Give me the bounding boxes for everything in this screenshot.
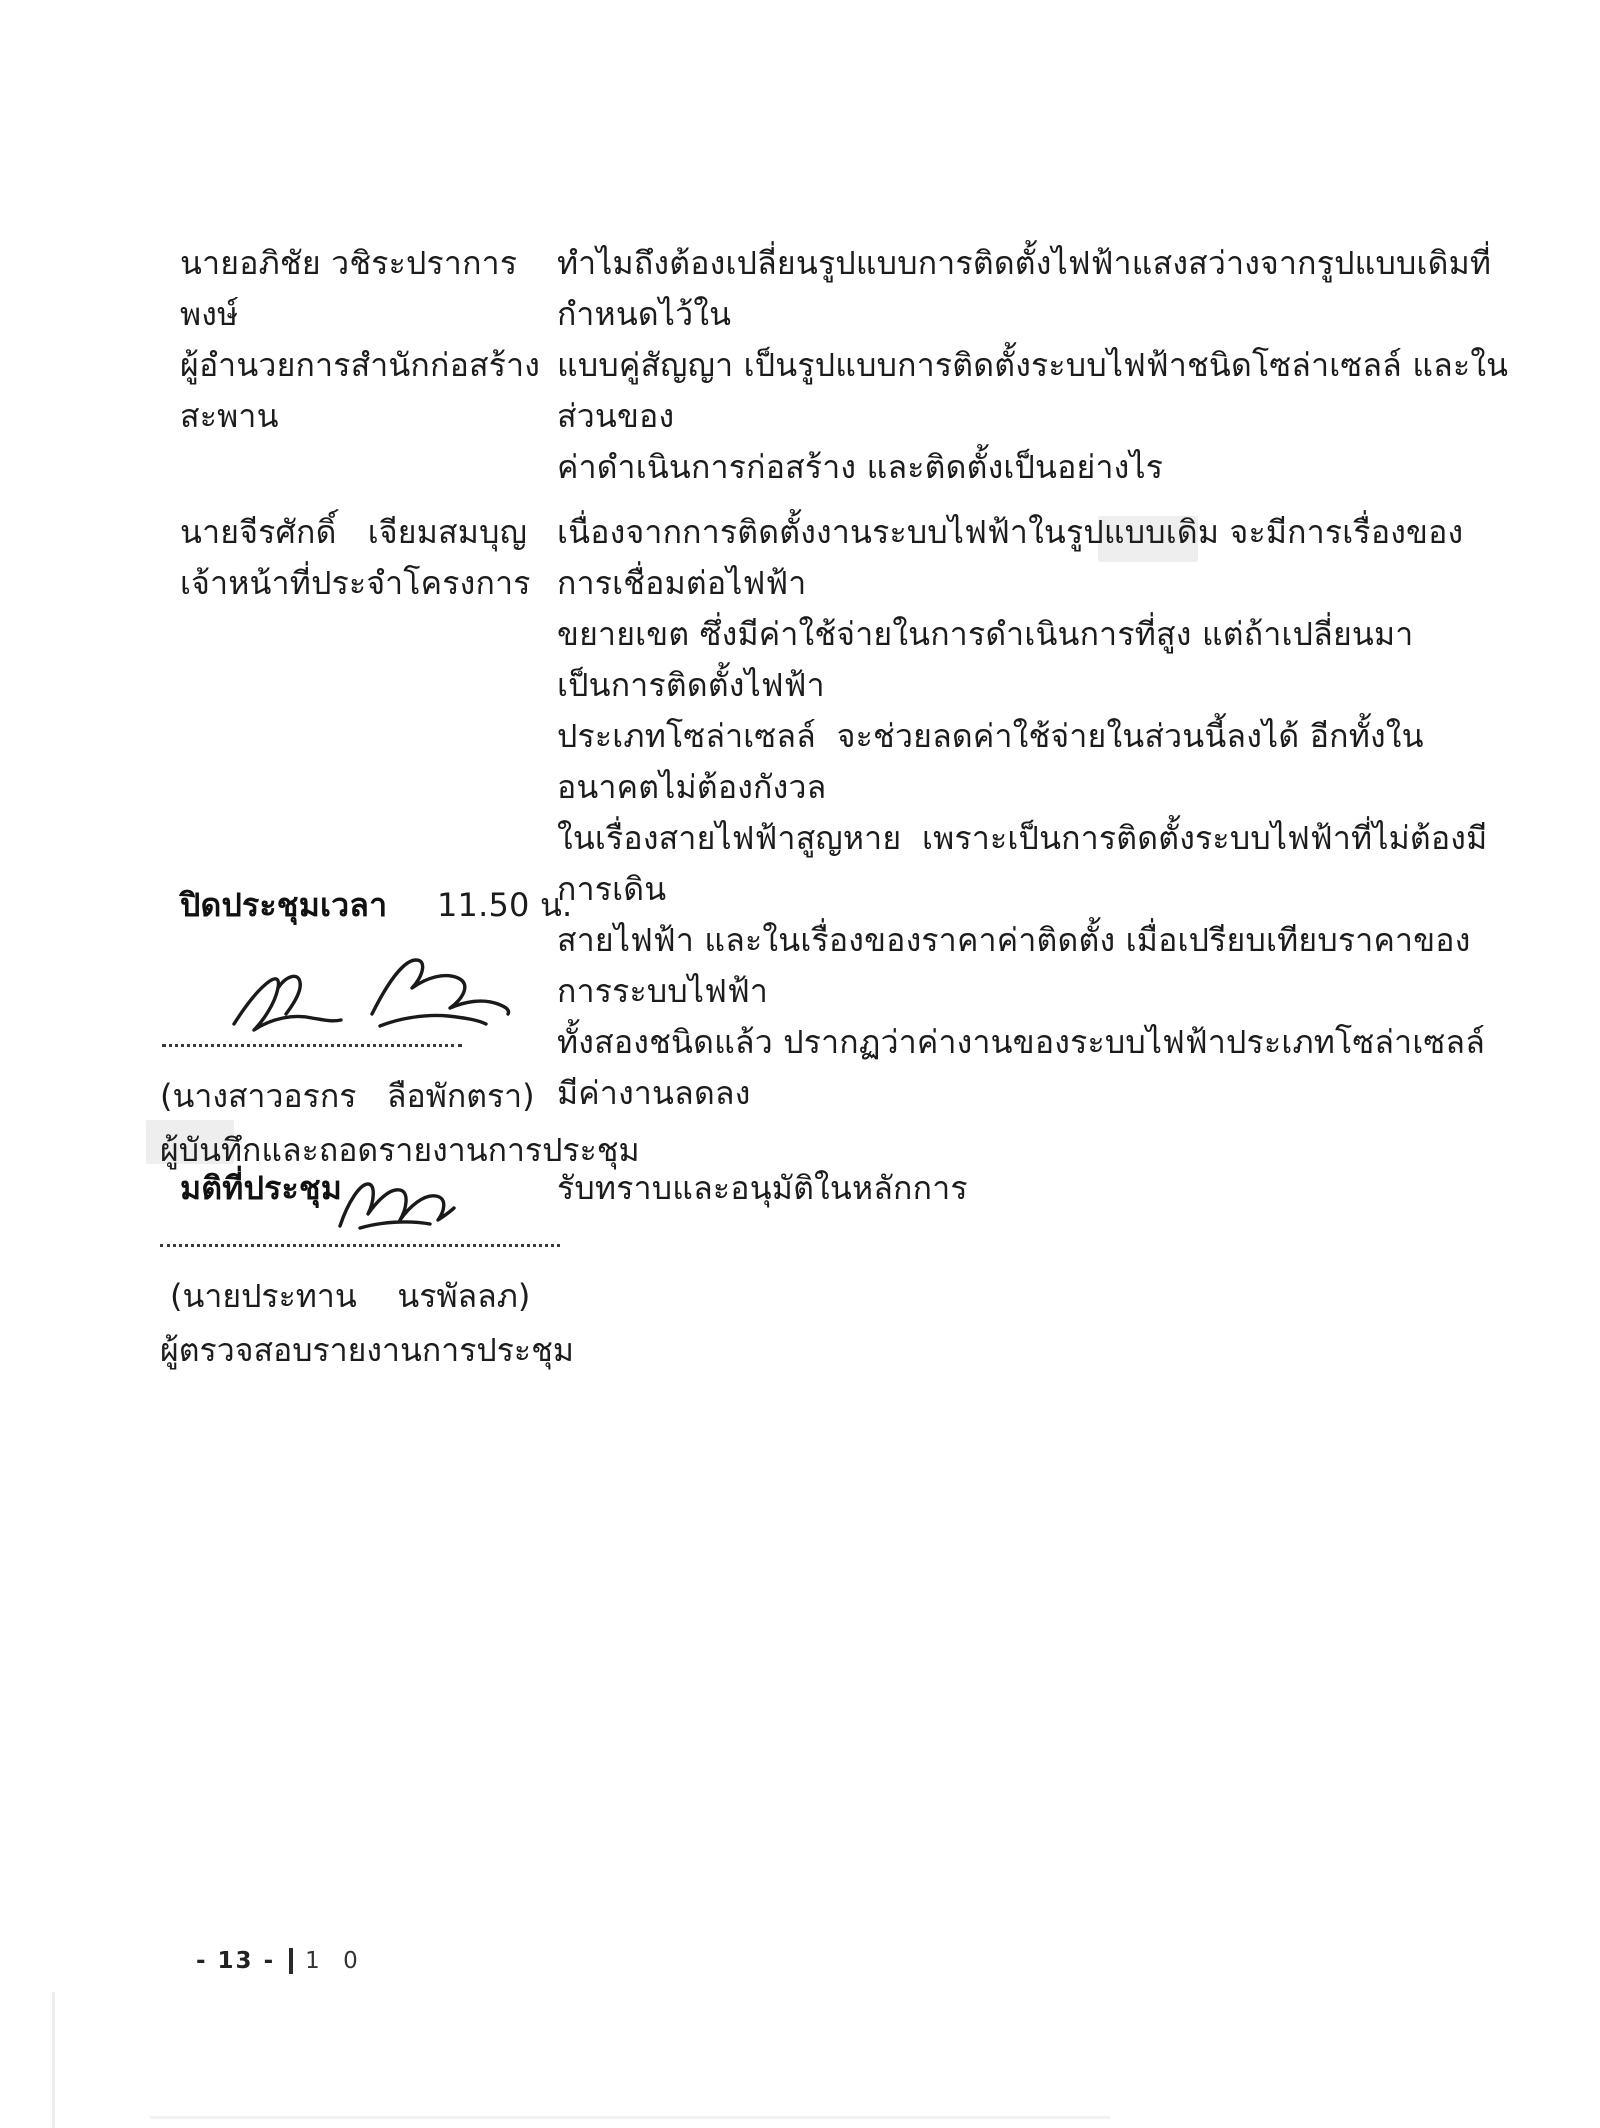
signature-block-recorder <box>160 948 640 1175</box>
statement-column <box>557 507 1510 1119</box>
statement-line: ทำไมถึงต้องเปลี่ยนรูปแบบการติดตั้งไฟฟ้าแสงสว่างจากรูปแบบเดิมที่กำหนดไว้ใน <box>557 244 1492 333</box>
speaker-column <box>180 507 557 609</box>
page-footer <box>196 1948 366 1974</box>
closing-time: 11.50 น. <box>437 886 573 924</box>
statement-line: ขยายเขต ซึ่งมีค่าใช้จ่ายในการดำเนินการที่สูง แต่ถ้าเปลี่ยนมาเป็นการติดตั้งไฟฟ้า <box>557 615 1414 704</box>
speaker-name: นายอภิชัย วชิระปราการพงษ์ <box>180 244 518 333</box>
closing-label: ปิดประชุมเวลา <box>180 886 388 924</box>
statement-line: ค่าดำเนินการก่อสร้าง และติดตั้งเป็นอย่างไร <box>557 448 1164 486</box>
scan-edge-artifact <box>52 1992 55 2128</box>
signature-dotted-line <box>160 1244 560 1247</box>
statement-line: แบบคู่สัญญา เป็นรูปแบบการติดตั้งระบบไฟฟ้าชนิดโซล่าเซลล์ และในส่วนของ <box>557 346 1509 435</box>
statement-column <box>557 238 1510 493</box>
speaker-name: นายจีรศักดิ์ เจียมสมบุญ <box>180 513 528 551</box>
signature-image <box>220 948 520 1040</box>
statement-line: เนื่องจากการติดตั้งงานระบบไฟฟ้าในรูปแบบเดิม จะมีการเรื่องของการเชื่อมต่อไฟฟ้า <box>557 513 1464 602</box>
closing-row <box>180 880 572 931</box>
resolution-text: รับทราบและอนุมัติในหลักการ <box>557 1169 968 1207</box>
signature-dotted-line <box>162 1044 462 1047</box>
signatory-name: (นายประทาน นรพัลลภ) <box>170 1277 531 1315</box>
signature-block-reviewer <box>160 1168 574 1375</box>
signatory-name: (นางสาวอรกร ลือพักตรา) <box>160 1077 535 1115</box>
statement-column <box>557 1163 1510 1214</box>
statement-line: ในเรื่องสายไฟฟ้าสูญหาย เพราะเป็นการติดตั้งระบบไฟฟ้าที่ไม่ต้องมีการเดิน <box>557 819 1488 908</box>
page-total: 1 0 <box>305 1948 366 1974</box>
speaker-column <box>180 238 557 442</box>
speaker-title: ผู้อำนวยการสำนักก่อสร้าง <box>180 346 541 384</box>
signature-image <box>330 1168 460 1240</box>
statement-line: ประเภทโซล่าเซลล์ จะช่วยลดค่าใช้จ่ายในส่วนนี้ลงได้ อีกทั้งในอนาคตไม่ต้องกังวล <box>557 717 1424 806</box>
statement-line: ทั้งสองชนิดแล้ว ปรากฏว่าค่างานของระบบไฟฟ้าประเภทโซล่าเซลล์ มีค่างานลดลง <box>557 1023 1496 1112</box>
signatory-role: ผู้บันทึกและถอดรายงานการประชุม <box>160 1131 640 1169</box>
signatory-role: ผู้ตรวจสอบรายงานการประชุม <box>160 1331 574 1369</box>
minutes-entry-1 <box>180 238 1510 493</box>
resolution-label: มติที่ประชุม <box>180 1169 343 1207</box>
statement-line: สายไฟฟ้า และในเรื่องของราคาค่าติดตั้ง เมื่อเปรียบเทียบราคาของการระบบไฟฟ้า <box>557 921 1471 1010</box>
speaker-title: สะพาน <box>180 397 279 435</box>
footer-divider-bar <box>289 1948 293 1974</box>
scan-edge-artifact <box>150 2116 1110 2119</box>
page-number: - 13 - <box>196 1948 276 1974</box>
speaker-title: เจ้าหน้าที่ประจำโครงการ <box>180 564 531 602</box>
